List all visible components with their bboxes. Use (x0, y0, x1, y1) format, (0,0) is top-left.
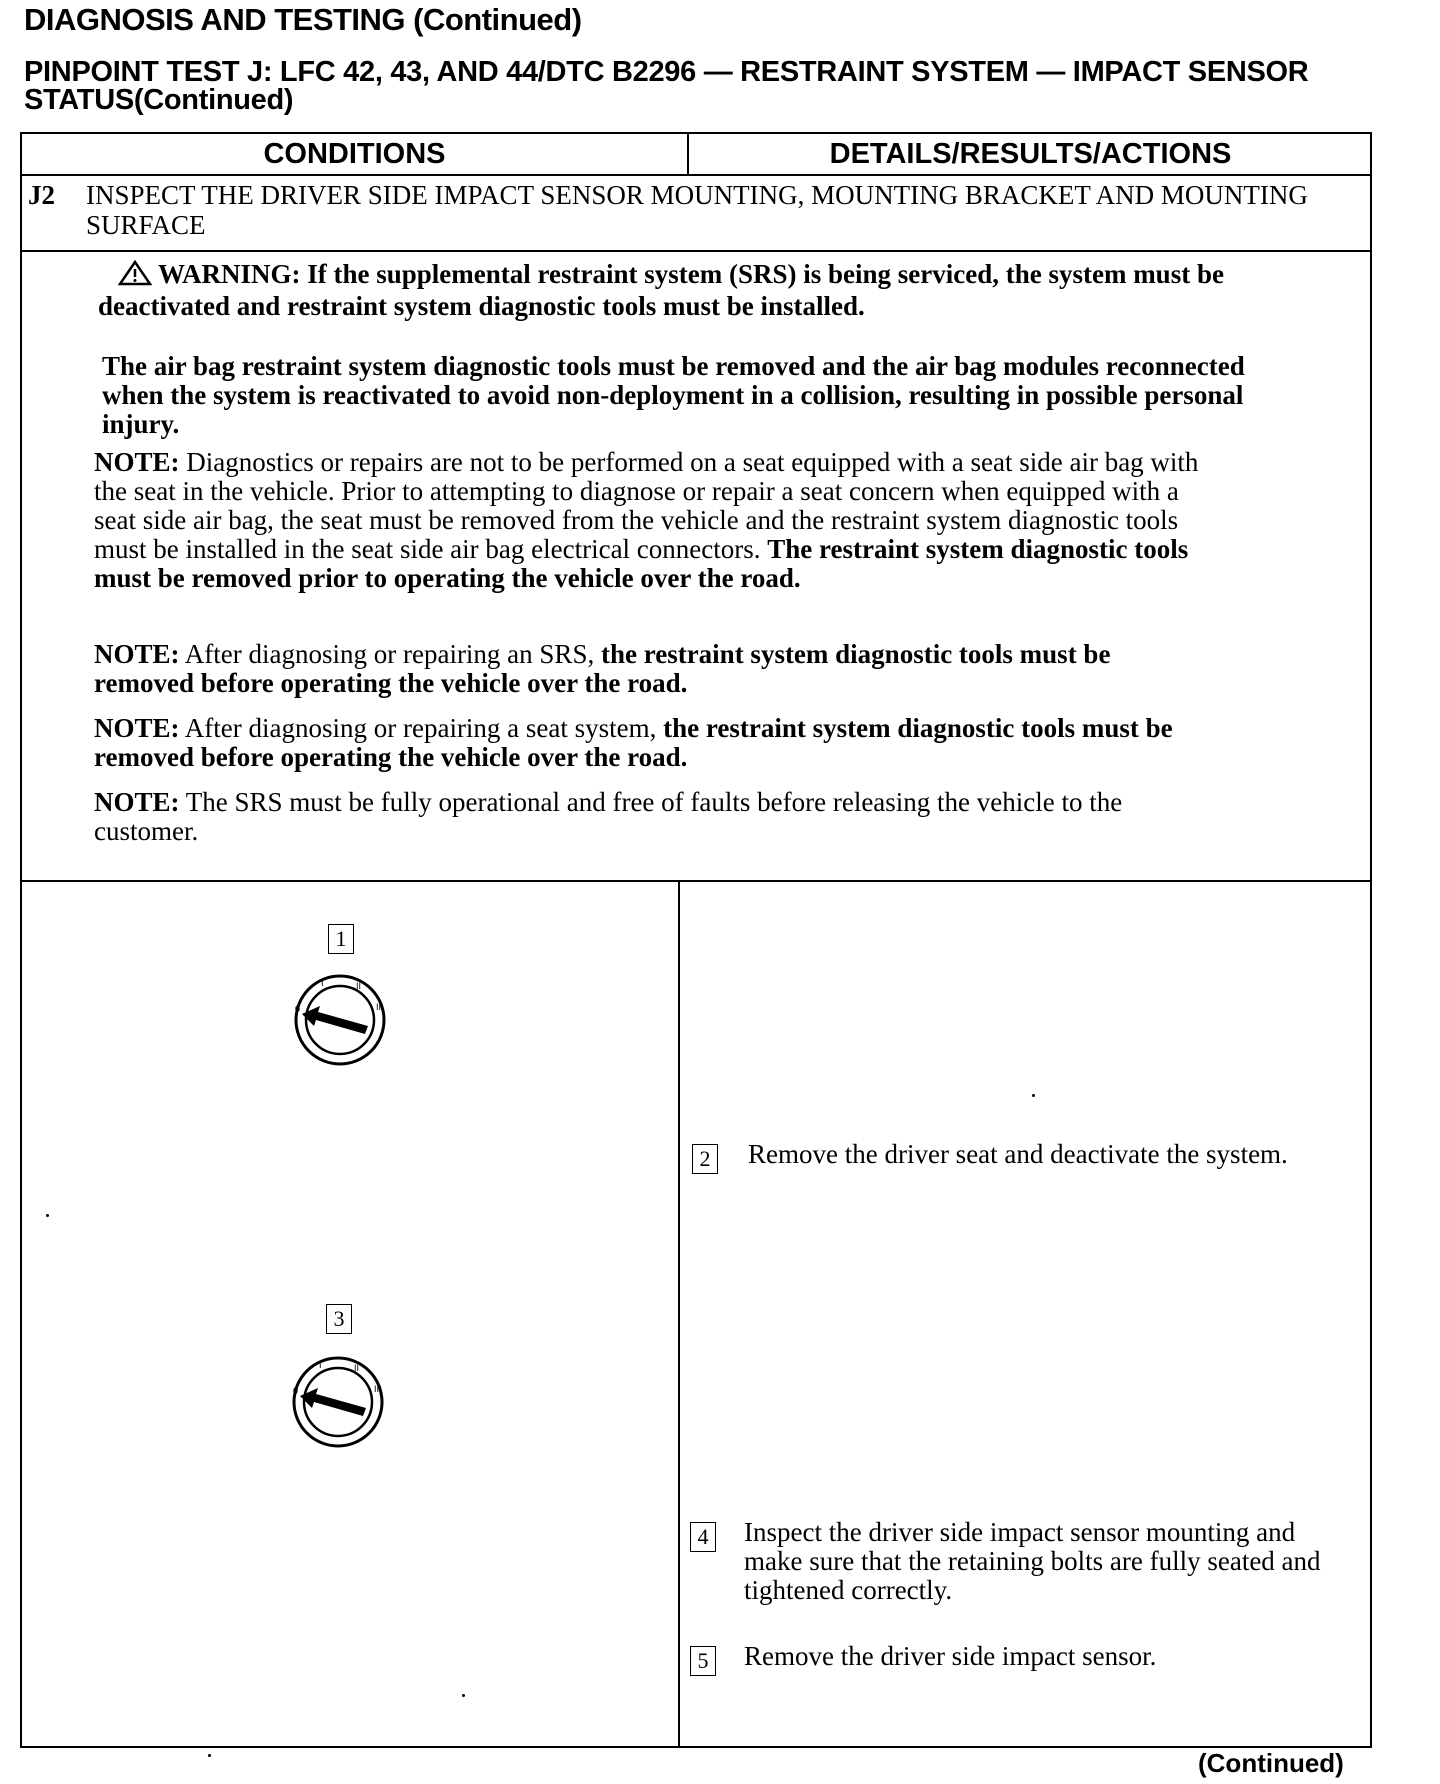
note-text: The SRS must be fully operational and free of faults before releasing the vehicle to the customer. (94, 787, 1123, 846)
note-block-1 (94, 448, 1204, 593)
note-bold-text: the restraint system diagnostic tools must be removed before operating the vehicle over the road. (94, 639, 1111, 698)
ignition-mark: I (319, 1360, 322, 1370)
ignition-mark: III (374, 1384, 382, 1394)
note-label: NOTE: (94, 787, 180, 817)
note-block-4 (94, 788, 1204, 846)
note-label: NOTE: (94, 713, 180, 743)
note-bold-text: the restraint system diagnostic tools must be removed before operating the vehicle over the road. (94, 713, 1173, 772)
ignition-mark: III (376, 1002, 384, 1012)
note-text: After diagnosing or repairing an SRS, (184, 639, 595, 669)
step-number-box: 1 (328, 924, 354, 954)
ignition-switch-off-icon (278, 1346, 398, 1458)
note-label: NOTE: (94, 639, 180, 669)
table-header-row (22, 134, 1370, 176)
ignition-mark: 0 (293, 1386, 299, 1396)
ignition-switch-off-icon (280, 964, 400, 1076)
details-column-header: DETAILS/RESULTS/ACTIONS (829, 138, 1232, 170)
note-block-3 (94, 714, 1204, 772)
ignition-mark: 0 (295, 1004, 301, 1014)
step-number-box: 2 (692, 1144, 718, 1174)
note-text: After diagnosing or repairing a seat system, (184, 713, 657, 743)
step-action-text: Remove the driver seat and deactivate the system. (748, 1139, 1288, 1169)
note-text: Diagnostics or repairs are not to be performed on a seat equipped with a seat side air bag with the seat in the vehicle. Prior to attempting to diagnose or repair a seat concern when equipped with a seat side air bag, the seat must be removed from the vehicle and the restraint system diagnostic tools must be installed in the seat side air bag electrical connectors. (94, 447, 1199, 564)
step-id: J2 (28, 180, 55, 210)
step-action-text: Inspect the driver side impact sensor mounting and make sure that the retaining bolts are fully seated and tightened correctly. (744, 1517, 1321, 1605)
step-action-text: Remove the driver side impact sensor. (744, 1641, 1157, 1671)
pinpoint-test-table (20, 132, 1372, 1748)
warning-triangle-icon (118, 260, 152, 292)
column-divider (678, 882, 680, 1748)
conditions-column-header: CONDITIONS (263, 138, 446, 170)
note-block-2 (94, 640, 1204, 698)
step-row (22, 174, 1370, 252)
step-title: INSPECT THE DRIVER SIDE IMPACT SENSOR MOUNTING, MOUNTING BRACKET AND MOUNTING SURFACE (86, 180, 1308, 240)
step-number-box: 4 (690, 1522, 716, 1552)
ignition-mark: II (354, 1363, 360, 1373)
step-number-box: 3 (326, 1304, 352, 1334)
note-bold-text: The restraint system diagnostic tools must be removed prior to operating the vehicle over the road. (94, 534, 1189, 593)
note-label: NOTE: (94, 447, 180, 477)
warning-block (98, 260, 1298, 321)
pinpoint-test-title: PINPOINT TEST J: LFC 42, 43, AND 44/DTC B2296 — RESTRAINT SYSTEM — IMPACT SENSOR STATUS(Continued) (24, 56, 1309, 116)
warning-text-2: The air bag restraint system diagnostic tools must be removed and the air bag modules reconnected when the system is reactivated to avoid non-deployment in a collision, resulting in possible personal injury. (102, 351, 1245, 439)
ignition-mark: II (356, 981, 362, 991)
ignition-mark: I (321, 978, 324, 988)
page-title: DIAGNOSIS AND TESTING (Continued) (24, 2, 582, 37)
continued-footer: (Continued) (1198, 1748, 1344, 1778)
step-number-box: 5 (690, 1646, 716, 1676)
warnings-and-notes (22, 252, 1370, 882)
warning-text: WARNING: If the supplemental restraint system (SRS) is being serviced, the system must be deactivated and restraint system diagnostic tools must be installed. (98, 259, 1224, 321)
warning-block-2 (102, 352, 1312, 439)
